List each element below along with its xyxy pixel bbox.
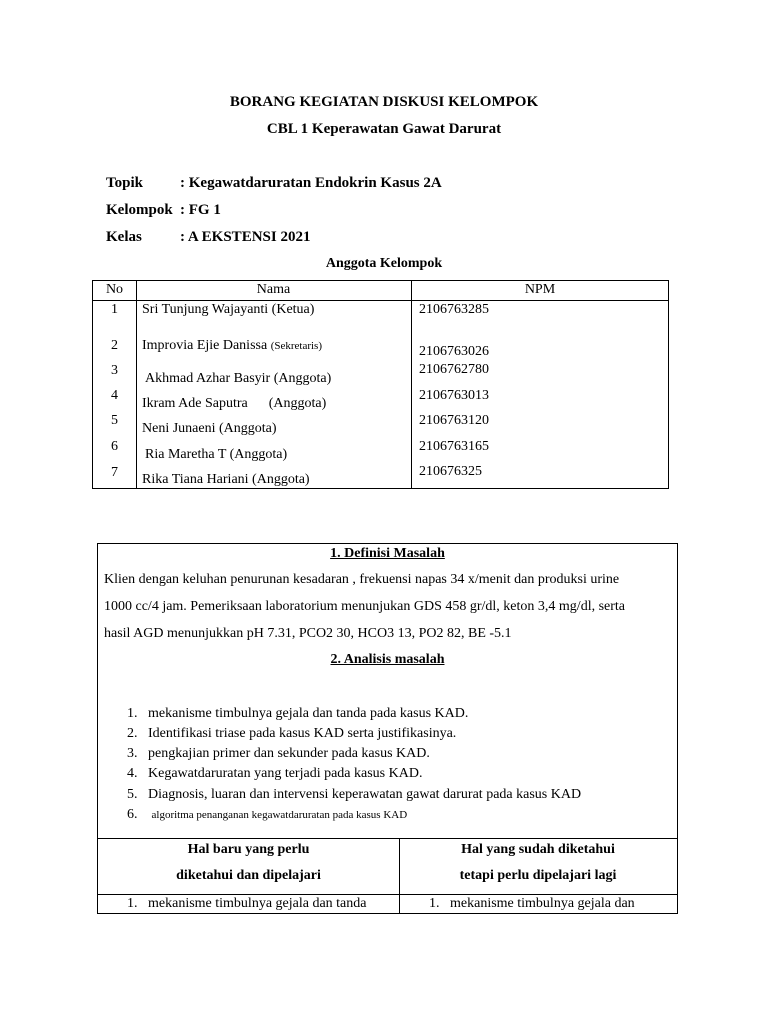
col-right-item-text: mekanisme timbulnya gejala dan — [450, 896, 635, 911]
col-right-item: 1. mekanisme timbulnya gejala dan — [429, 896, 635, 911]
header-no: No — [105, 282, 124, 297]
col-left-heading-line1: Hal baru yang perlu — [187, 842, 310, 857]
col-right-heading-line2: tetapi perlu dipelajari lagi — [459, 868, 617, 883]
list-item-text: Kegawatdaruratan yang terjadi pada kasus KAD. — [148, 766, 423, 781]
header-npm: NPM — [524, 282, 556, 297]
definition-line: Klien dengan keluhan penurunan kesadaran , frekuensi napas 34 x/menit dan produksi urine — [104, 572, 620, 587]
info-label: Kelompok — [106, 202, 173, 218]
row-npm: 2106763026 — [419, 344, 489, 359]
row-no: 6 — [111, 439, 118, 454]
members-table-header — [93, 281, 668, 301]
row-npm: 210676325 — [419, 464, 482, 479]
row-nama: Ikram Ade Saputra (Anggota) — [142, 396, 327, 411]
members-heading: Anggota Kelompok — [325, 256, 443, 271]
row-no: 2 — [111, 338, 118, 353]
info-value: : FG 1 — [180, 202, 221, 218]
column-divider — [136, 281, 137, 488]
col-left-item-text: mekanisme timbulnya gejala dan tanda — [148, 896, 367, 911]
info-block — [0, 175, 768, 255]
col-left-item: 1. mekanisme timbulnya gejala dan tanda — [127, 896, 367, 911]
definition-line: 1000 cc/4 jam. Pemeriksaan laboratorium menunjukan GDS 458 gr/dl, keton 3,4 mg/dl, serta — [104, 599, 626, 614]
document-subtitle: CBL 1 Keperawatan Gawat Darurat — [266, 121, 502, 137]
info-label: Topik — [106, 175, 143, 191]
list-item: 1. mekanisme timbulnya gejala dan tanda pada kasus KAD. — [127, 706, 469, 721]
row-no: 4 — [111, 388, 118, 403]
row-nama: Rika Tiana Hariani (Anggota) — [142, 472, 310, 487]
row-no: 1 — [111, 302, 118, 317]
list-item: 5. Diagnosis, luaran dan intervensi keperawatan gawat darurat pada kasus KAD — [127, 787, 582, 802]
analysis-heading: 2. Analisis masalah — [330, 652, 445, 667]
list-item: 3. pengkajian primer dan sekunder pada kasus KAD. — [127, 746, 430, 761]
row-no: 5 — [111, 413, 118, 428]
row-npm: 2106763285 — [419, 302, 489, 317]
col-right-heading-line1: Hal yang sudah diketahui — [461, 842, 615, 857]
row-npm: 2106763013 — [419, 388, 489, 403]
info-label: Kelas — [106, 229, 142, 245]
document-title: BORANG KEGIATAN DISKUSI KELOMPOK — [229, 94, 539, 110]
problem-table — [97, 543, 678, 914]
member-name: Improvia Ejie Danissa — [142, 338, 268, 353]
list-item: 6. algoritma penanganan kegawatdaruratan pada kasus KAD — [127, 807, 408, 822]
list-item-text: pengkajian primer dan sekunder pada kasus KAD. — [148, 746, 430, 761]
list-item: 2. Identifikasi triase pada kasus KAD serta justifikasinya. — [127, 726, 457, 741]
list-item: 4. Kegawatdaruratan yang terjadi pada kasus KAD. — [127, 766, 423, 781]
header-nama: Nama — [256, 282, 291, 297]
list-item-text: Diagnosis, luaran dan intervensi keperawatan gawat darurat pada kasus KAD — [148, 787, 582, 802]
list-item-text: mekanisme timbulnya gejala dan tanda pada kasus KAD. — [148, 706, 469, 721]
member-role-note: (Sekretaris) — [270, 340, 322, 352]
row-divider — [98, 894, 677, 895]
info-value: : A EKSTENSI 2021 — [180, 229, 311, 245]
row-nama: Neni Junaeni (Anggota) — [142, 421, 277, 436]
row-no: 7 — [111, 465, 118, 480]
row-npm: 2106763120 — [419, 413, 489, 428]
row-nama: Ria Maretha T (Anggota) — [145, 447, 288, 462]
row-divider — [98, 838, 677, 839]
list-item-text: algoritma penanganan kegawatdaruratan pada kasus KAD — [151, 809, 408, 821]
members-table — [92, 280, 669, 489]
row-npm: 2106763165 — [419, 439, 489, 454]
column-divider — [411, 281, 412, 488]
col-left-heading-line2: diketahui dan dipelajari — [176, 868, 321, 883]
row-nama: Sri Tunjung Wajayanti (Ketua) — [142, 302, 315, 317]
list-item-text: Identifikasi triase pada kasus KAD serta justifikasinya. — [148, 726, 457, 741]
row-npm: 2106762780 — [419, 362, 489, 377]
row-no: 3 — [111, 363, 118, 378]
definition-line: hasil AGD menunjukkan pH 7.31, PCO2 30, HCO3 13, PO2 82, BE -5.1 — [104, 626, 512, 641]
info-value: : Kegawatdaruratan Endokrin Kasus 2A — [180, 175, 442, 191]
definition-heading: 1. Definisi Masalah — [330, 546, 445, 561]
row-nama — [142, 338, 322, 354]
row-nama: Akhmad Azhar Basyir (Anggota) — [145, 371, 332, 386]
